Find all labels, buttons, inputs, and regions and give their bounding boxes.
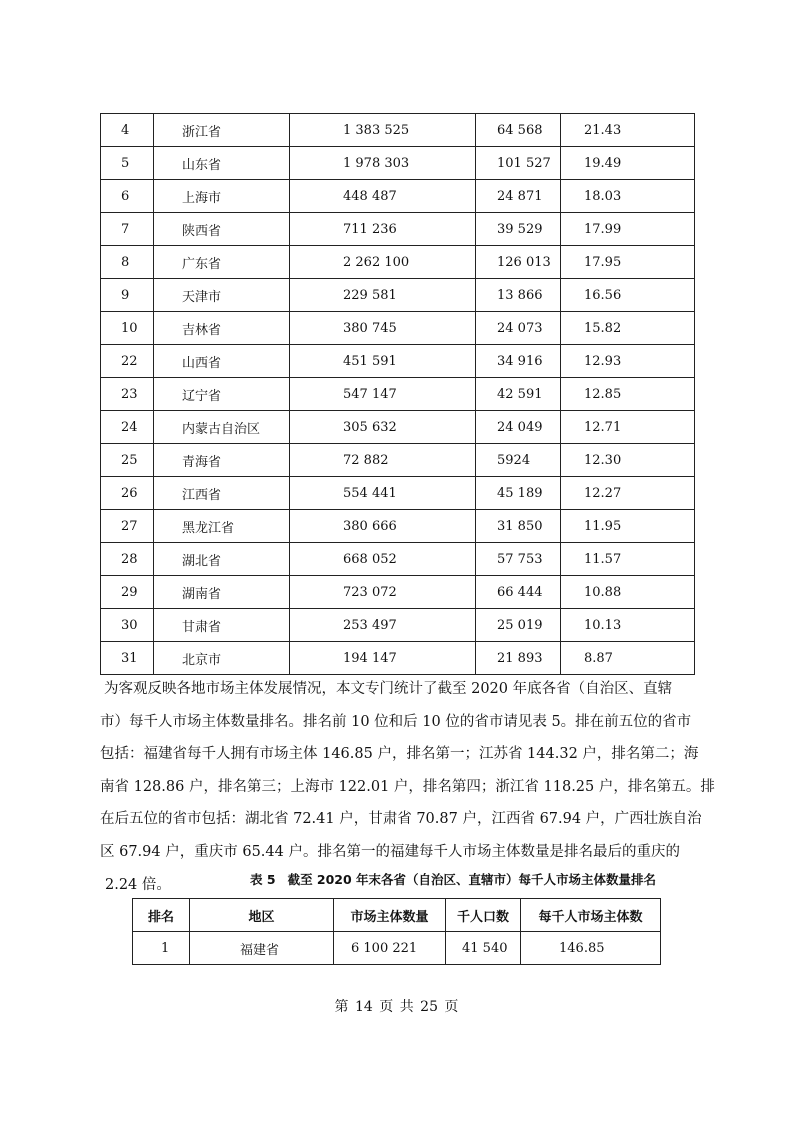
cell-entity-count: 380 745	[290, 312, 476, 345]
table-row	[101, 147, 695, 180]
cell-rank: 25	[101, 444, 154, 477]
cell-entity-count: 448 487	[290, 180, 476, 213]
cell-rank: 28	[101, 543, 154, 576]
cell-per-thousand: 12.30	[561, 444, 695, 477]
cell-population: 64 568	[476, 114, 561, 147]
table-row	[133, 932, 661, 965]
cell-population: 101 527	[476, 147, 561, 180]
cell-rank: 1	[133, 932, 190, 965]
paragraph-line: 包括：福建省每千人拥有市场主体 146.85 户，排名第一；江苏省 144.32 户，排名第二；海	[100, 746, 699, 763]
cell-per-thousand: 146.85	[521, 932, 661, 965]
cell-entity-count: 253 497	[290, 609, 476, 642]
table-row	[101, 180, 695, 213]
table-row	[101, 246, 695, 279]
table-row	[101, 642, 695, 675]
cell-per-thousand: 21.43	[561, 114, 695, 147]
cell-rank: 29	[101, 576, 154, 609]
table-row	[101, 345, 695, 378]
cell-region: 甘肃省	[154, 609, 290, 642]
cell-entity-count: 6 100 221	[334, 932, 446, 965]
table-row	[101, 444, 695, 477]
header-entity-count: 市场主体数量	[334, 899, 446, 932]
cell-per-thousand: 17.99	[561, 213, 695, 246]
cell-rank: 7	[101, 213, 154, 246]
table-header-row	[133, 899, 661, 932]
cell-per-thousand: 12.93	[561, 345, 695, 378]
cell-entity-count: 554 441	[290, 477, 476, 510]
cell-rank: 31	[101, 642, 154, 675]
cell-population: 13 866	[476, 279, 561, 312]
cell-population: 57 753	[476, 543, 561, 576]
cell-population: 31 850	[476, 510, 561, 543]
table-row	[101, 378, 695, 411]
cell-per-thousand: 10.88	[561, 576, 695, 609]
paragraph-line: 区 67.94 户，重庆市 65.44 户。排名第一的福建每千人市场主体数量是排名最后的重庆的	[100, 843, 680, 860]
cell-region: 江西省	[154, 477, 290, 510]
cell-region: 黑龙江省	[154, 510, 290, 543]
table-caption-number: 表 5	[250, 872, 276, 887]
cell-region: 浙江省	[154, 114, 290, 147]
cell-rank: 9	[101, 279, 154, 312]
cell-entity-count: 380 666	[290, 510, 476, 543]
cell-per-thousand: 12.27	[561, 477, 695, 510]
cell-entity-count: 1 978 303	[290, 147, 476, 180]
paragraph-line: 为客观反映各地市场主体发展情况，本文专门统计了截至 2020 年底各省（自治区、直辖	[104, 681, 673, 697]
cell-region: 湖南省	[154, 576, 290, 609]
cell-population: 25 019	[476, 609, 561, 642]
cell-population: 24 073	[476, 312, 561, 345]
table-caption-title: 截至 2020 年末各省（自治区、直辖市）每千人市场主体数量排名	[287, 872, 657, 887]
paragraph-line: 南省 128.86 户，排名第三；上海市 122.01 户，排名第四；浙江省 118.25 户，排名第五。排	[100, 778, 715, 795]
table-row	[101, 213, 695, 246]
table-row	[101, 279, 695, 312]
cell-per-thousand: 8.87	[561, 642, 695, 675]
cell-region: 山西省	[154, 345, 290, 378]
header-entities-per-thousand: 每千人市场主体数	[521, 899, 661, 932]
cell-per-thousand: 12.71	[561, 411, 695, 444]
cell-per-thousand: 10.13	[561, 609, 695, 642]
cell-rank: 8	[101, 246, 154, 279]
paragraph-line: 2.24 倍。	[105, 876, 171, 893]
cell-population: 21 893	[476, 642, 561, 675]
cell-region: 上海市	[154, 180, 290, 213]
cell-rank: 27	[101, 510, 154, 543]
cell-rank: 4	[101, 114, 154, 147]
cell-region: 福建省	[190, 932, 334, 965]
cell-region: 北京市	[154, 642, 290, 675]
cell-region: 湖北省	[154, 543, 290, 576]
cell-entity-count: 305 632	[290, 411, 476, 444]
cell-region: 吉林省	[154, 312, 290, 345]
cell-region: 天津市	[154, 279, 290, 312]
paragraph-line: 市）每千人市场主体数量排名。排名前 10 位和后 10 位的省市请见表 5。排在前五位的省市	[100, 713, 692, 730]
header-region: 地区	[190, 899, 334, 932]
paragraph-line: 在后五位的省市包括：湖北省 72.41 户，甘肃省 70.87 户，江西省 67.94 户，广西壮族自治	[100, 811, 702, 828]
cell-per-thousand: 11.57	[561, 543, 695, 576]
cell-population: 5924	[476, 444, 561, 477]
cell-entity-count: 194 147	[290, 642, 476, 675]
table-row	[101, 576, 695, 609]
cell-rank: 22	[101, 345, 154, 378]
cell-rank: 10	[101, 312, 154, 345]
cell-entity-count: 668 052	[290, 543, 476, 576]
cell-entity-count: 547 147	[290, 378, 476, 411]
table-row	[101, 312, 695, 345]
cell-population: 39 529	[476, 213, 561, 246]
cell-population: 24 049	[476, 411, 561, 444]
cell-population: 42 591	[476, 378, 561, 411]
cell-entity-count: 72 882	[290, 444, 476, 477]
cell-region: 青海省	[154, 444, 290, 477]
cell-entity-count: 229 581	[290, 279, 476, 312]
table-row	[101, 114, 695, 147]
cell-population: 66 444	[476, 576, 561, 609]
cell-rank: 26	[101, 477, 154, 510]
cell-rank: 6	[101, 180, 154, 213]
cell-region: 山东省	[154, 147, 290, 180]
cell-population: 24 871	[476, 180, 561, 213]
cell-rank: 5	[101, 147, 154, 180]
header-rank: 排名	[133, 899, 190, 932]
table-row	[101, 411, 695, 444]
cell-rank: 24	[101, 411, 154, 444]
table-row	[101, 543, 695, 576]
cell-region: 陕西省	[154, 213, 290, 246]
cell-population: 34 916	[476, 345, 561, 378]
cell-per-thousand: 12.85	[561, 378, 695, 411]
cell-entity-count: 711 236	[290, 213, 476, 246]
cell-rank: 23	[101, 378, 154, 411]
cell-per-thousand: 18.03	[561, 180, 695, 213]
cell-rank: 30	[101, 609, 154, 642]
cell-per-thousand: 15.82	[561, 312, 695, 345]
ranking-table-body	[101, 114, 695, 675]
cell-population: 41 540	[446, 932, 521, 965]
cell-entity-count: 1 383 525	[290, 114, 476, 147]
cell-entity-count: 2 262 100	[290, 246, 476, 279]
table-row	[101, 477, 695, 510]
cell-per-thousand: 19.49	[561, 147, 695, 180]
cell-entity-count: 723 072	[290, 576, 476, 609]
per-capita-ranking-table	[132, 898, 661, 965]
table-row	[101, 510, 695, 543]
table-caption	[250, 870, 656, 888]
cell-population: 126 013	[476, 246, 561, 279]
cell-region: 广东省	[154, 246, 290, 279]
cell-per-thousand: 17.95	[561, 246, 695, 279]
header-population-thousands: 千人口数	[446, 899, 521, 932]
analysis-paragraph	[100, 673, 715, 901]
cell-region: 内蒙古自治区	[154, 411, 290, 444]
cell-population: 45 189	[476, 477, 561, 510]
ranking-table-continued	[100, 113, 695, 675]
table-row	[101, 609, 695, 642]
cell-region: 辽宁省	[154, 378, 290, 411]
page-number-footer: 第 14 页 共 25 页	[334, 999, 459, 1015]
cell-per-thousand: 11.95	[561, 510, 695, 543]
cell-entity-count: 451 591	[290, 345, 476, 378]
cell-per-thousand: 16.56	[561, 279, 695, 312]
